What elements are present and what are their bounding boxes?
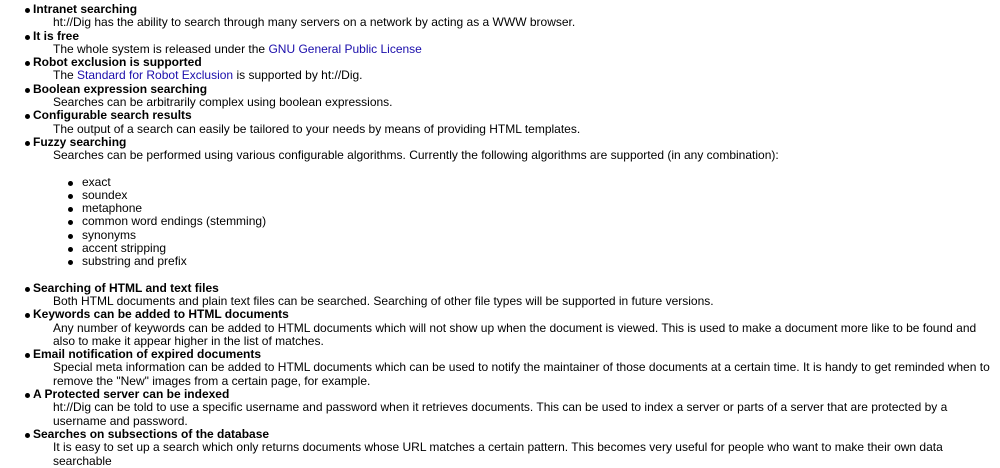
bullet-icon	[25, 88, 30, 93]
bullet-icon	[25, 114, 30, 119]
feature-title: It is free	[33, 28, 80, 43]
feature-description: Both HTML documents and plain text files can be searched. Searching of other file types will be supported in future versions.	[53, 293, 714, 308]
algorithm-item	[62, 229, 1000, 242]
gpl-link[interactable]: GNU General Public License	[268, 41, 422, 56]
feature-description: The output of a search can easily be tailored to your needs by means of providing HTML templates.	[53, 121, 581, 136]
bullet-icon	[25, 353, 30, 358]
bullet-icon	[25, 141, 30, 146]
algorithm-label: soundex	[82, 187, 128, 202]
feature-item	[0, 136, 1000, 282]
feature-title: Configurable search results	[33, 108, 192, 123]
bullet-icon	[25, 393, 30, 398]
feature-description: Searches can be arbitrarily complex using boolean expressions.	[53, 95, 393, 110]
algorithm-label: exact	[82, 174, 111, 189]
algorithm-item	[62, 255, 1000, 268]
bullet-icon	[68, 247, 73, 252]
feature-description: Any number of keywords can be added to HTML documents which will not show up when the document is viewed. This is used to make a document more like to be found and also to make it appear higher in the list of matches.	[53, 320, 977, 348]
algorithm-label: common word endings (stemming)	[82, 214, 267, 229]
feature-item	[0, 282, 1000, 309]
feature-item	[0, 30, 1000, 57]
feature-description: It is easy to set up a search which only returns documents whose URL matches a certain pattern. This becomes very useful for people who want to make their own data searchable	[53, 440, 943, 468]
bullet-icon	[25, 8, 30, 13]
feature-item	[0, 308, 1000, 348]
feature-item	[0, 109, 1000, 136]
feature-description: Special meta information can be added to HTML documents which can be used to notify the maintainer of those documents at a certain time. It is handy to get reminded when to remove the "New" images from a certain page, for example.	[53, 360, 990, 388]
bullet-icon	[25, 313, 30, 318]
algorithm-label: substring and prefix	[82, 254, 187, 269]
algorithm-list	[33, 163, 1000, 282]
feature-description: ht://Dig can be told to use a specific username and password when it retrieves documents. This can be used to index a server or parts of a server that are protected by a username and password.	[53, 400, 948, 428]
algorithm-label: metaphone	[82, 201, 143, 216]
bullet-icon	[68, 181, 73, 186]
feature-item	[0, 428, 1000, 468]
algorithm-label: synonyms	[82, 227, 137, 242]
algorithm-item	[62, 202, 1000, 215]
bullet-icon	[25, 61, 30, 66]
bullet-icon	[25, 433, 30, 438]
feature-title: Keywords can be added to HTML documents	[33, 307, 289, 322]
feature-title: Email notification of expired documents	[33, 347, 262, 362]
bullet-icon	[68, 234, 73, 239]
feature-title: Robot exclusion is supported	[33, 55, 202, 70]
feature-item	[0, 56, 1000, 83]
description-text: The	[53, 68, 78, 83]
feature-title: Boolean expression searching	[33, 81, 208, 96]
feature-title: A Protected server can be indexed	[33, 387, 230, 402]
feature-description	[33, 43, 1000, 56]
bullet-icon	[68, 194, 73, 199]
feature-item	[0, 348, 1000, 388]
robot-exclusion-link[interactable]: Standard for Robot Exclusion	[77, 68, 234, 83]
bullet-icon	[25, 35, 30, 40]
feature-description: Searches can be performed using various configurable algorithms. Currently the following algorithms are supported (in any combination):	[53, 148, 779, 163]
feature-title: Searches on subsections of the database	[33, 426, 270, 441]
feature-title: Intranet searching	[33, 2, 138, 16]
algorithm-label: accent stripping	[82, 241, 167, 256]
description-text: The whole system is released under the	[53, 41, 269, 56]
algorithm-item	[62, 242, 1000, 255]
feature-description: ht://Dig has the ability to search through many servers on a network by acting as a WWW browser.	[53, 15, 576, 30]
feature-title: Fuzzy searching	[33, 134, 127, 149]
feature-list	[0, 3, 1000, 468]
bullet-icon	[68, 260, 73, 265]
feature-title: Searching of HTML and text files	[33, 280, 219, 295]
algorithm-item	[62, 176, 1000, 189]
feature-item	[0, 388, 1000, 428]
description-text: is supported by ht://Dig.	[233, 68, 363, 83]
bullet-icon	[25, 287, 30, 292]
feature-item	[0, 3, 1000, 30]
algorithm-item	[62, 189, 1000, 202]
bullet-icon	[68, 220, 73, 225]
feature-description	[33, 69, 1000, 82]
feature-item	[0, 83, 1000, 110]
page-content	[0, 3, 1000, 468]
algorithm-item	[62, 215, 1000, 228]
bullet-icon	[68, 207, 73, 212]
